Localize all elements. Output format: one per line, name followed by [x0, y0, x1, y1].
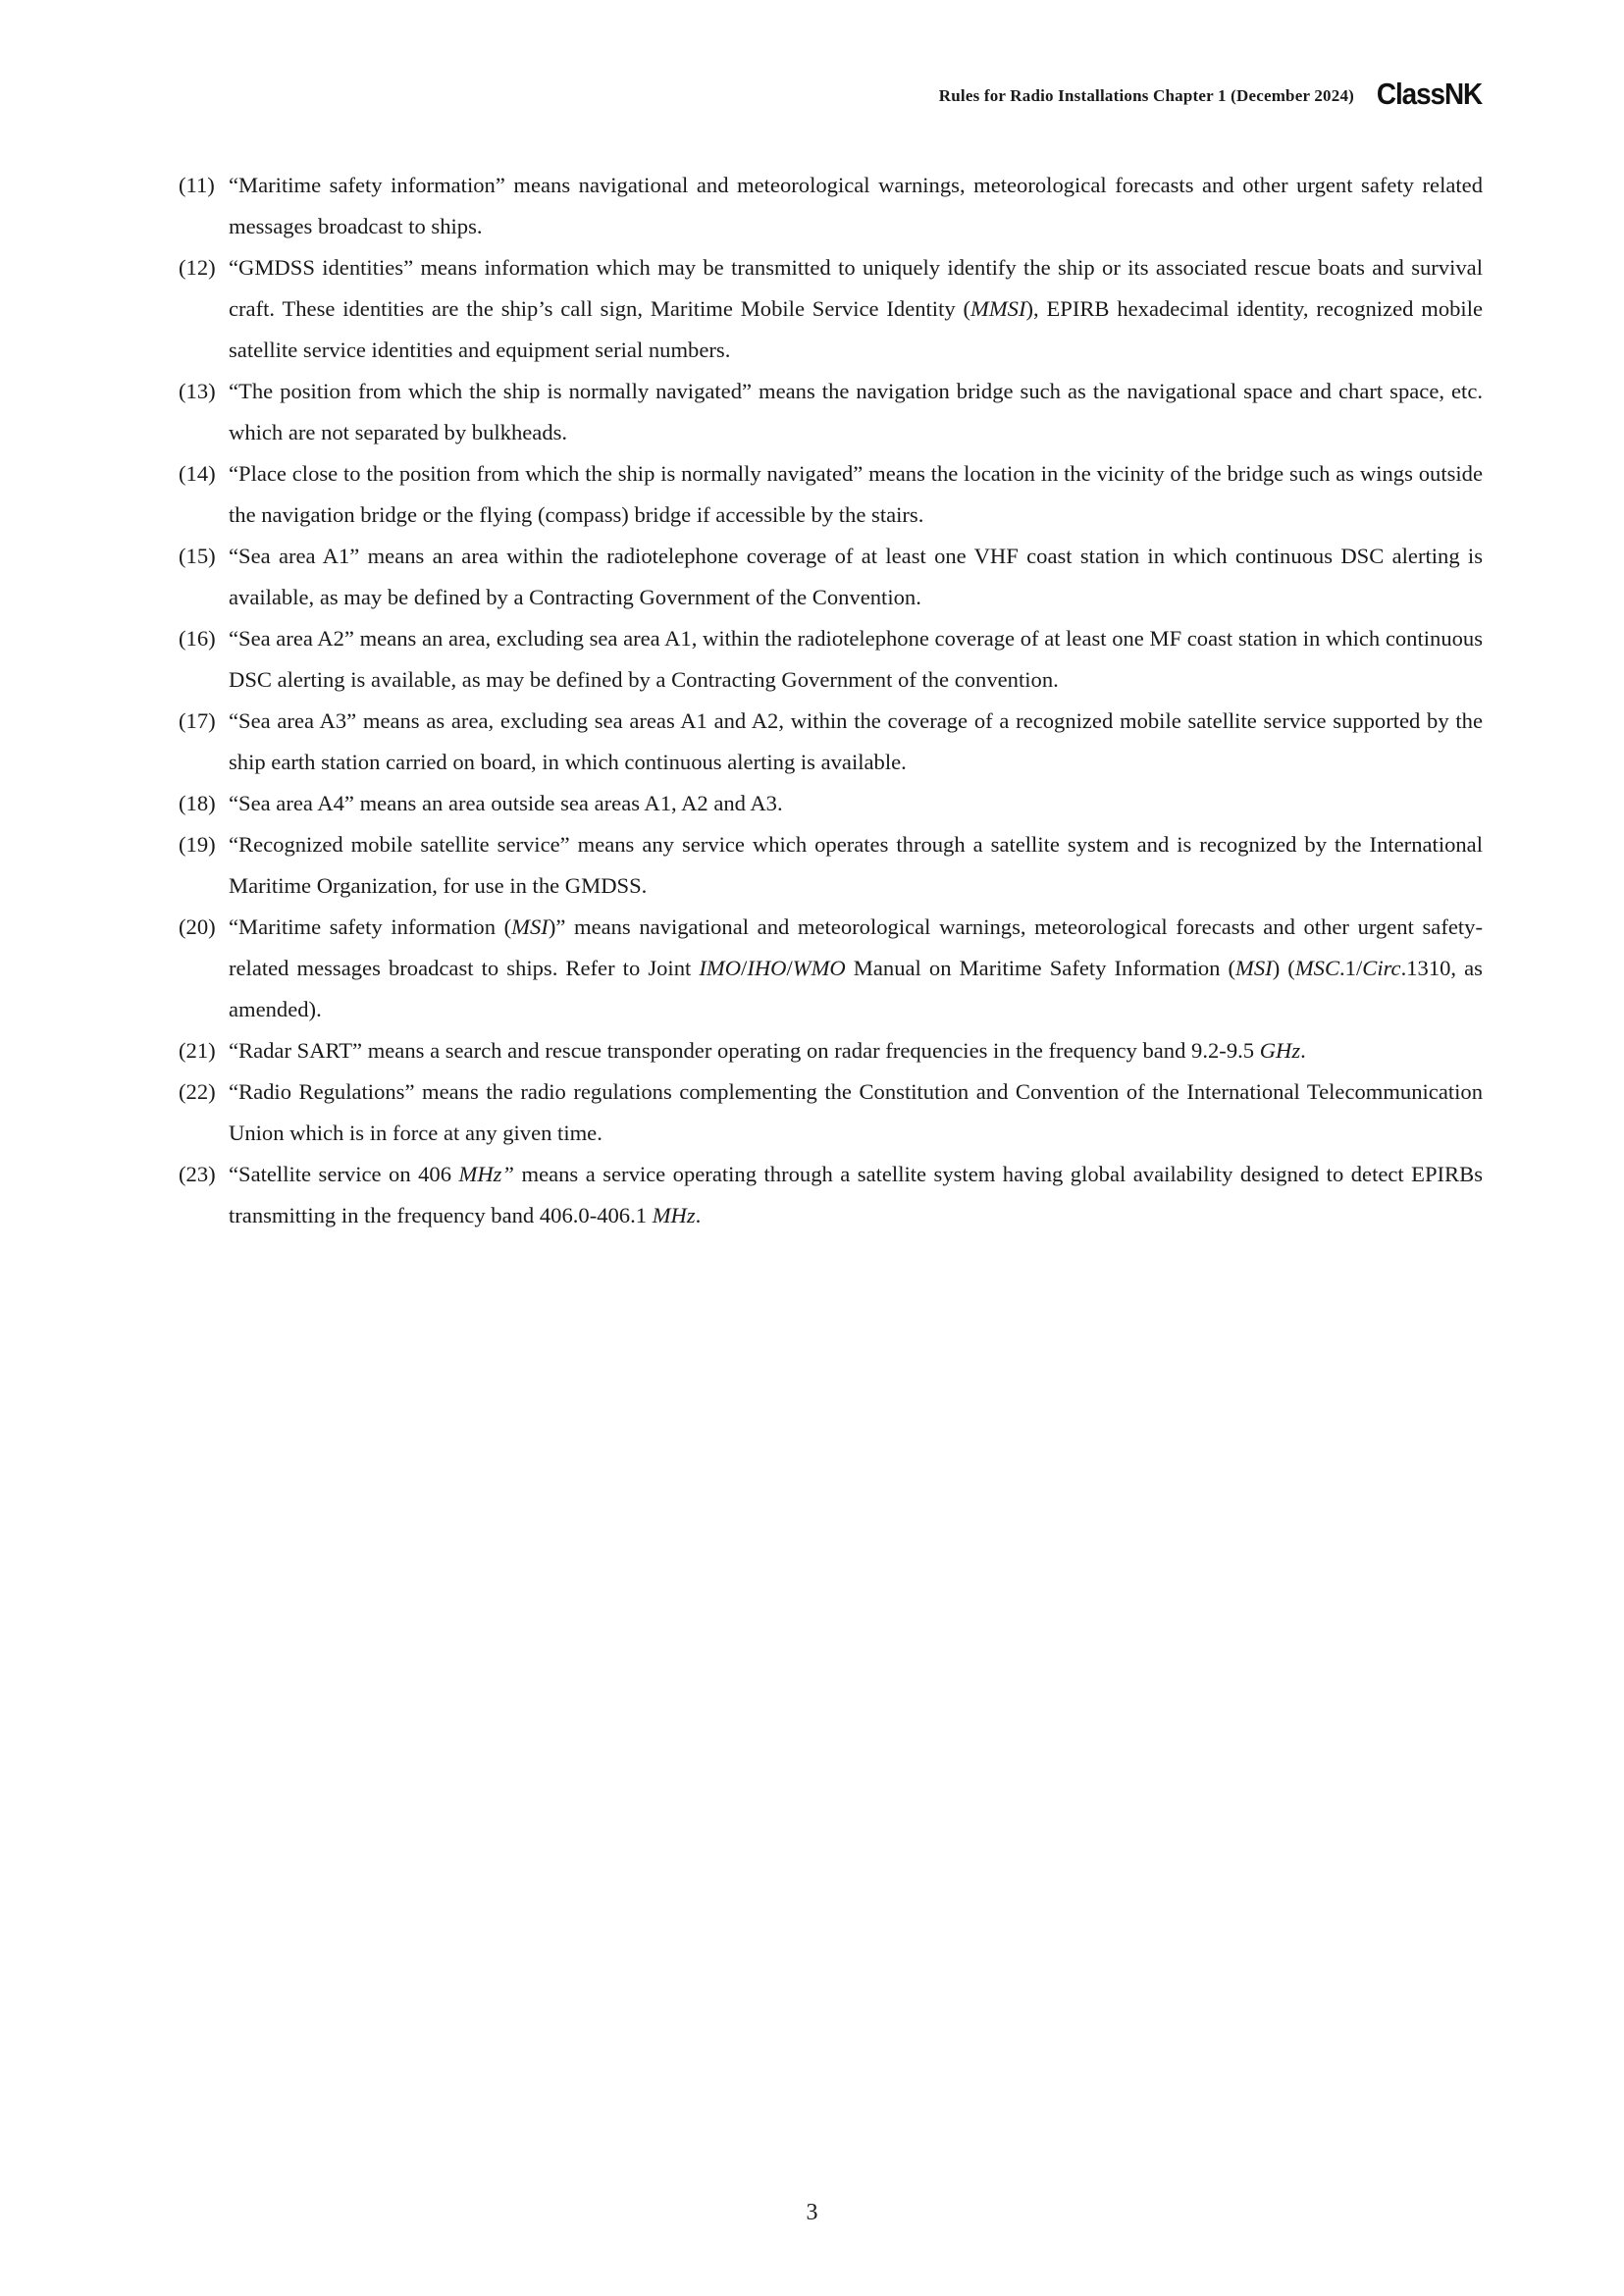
definition-italic-term: MMSI [970, 296, 1026, 321]
definition-item [180, 453, 1483, 536]
definition-number: (18) [179, 791, 216, 815]
definition-item [180, 618, 1483, 701]
definition-number: (11) [179, 173, 215, 197]
definition-text: “Maritime safety information ( [229, 914, 512, 939]
definition-text: means a service operating through a satellite system having global availability designed to detect EPIRBs transmitting in the frequency band 406.0-406.1 [229, 1162, 1483, 1227]
definition-text: . [695, 1203, 702, 1227]
definition-text: ), EPIRB hexadecimal identity, recognized mobile satellite service identities and equipment serial numbers. [229, 296, 1484, 362]
definition-item [180, 165, 1483, 247]
definition-italic-term: WMO [792, 956, 846, 980]
definition-item [180, 783, 1483, 824]
definition-item [180, 371, 1483, 453]
definition-text: “Sea area A3” means as area, excluding sea areas A1 and A2, within the coverage of a recognized mobile satellite service supported by the ship earth station carried on board, in which continuous alerting is available. [229, 708, 1483, 774]
definition-italic-term: Circ [1362, 956, 1401, 980]
definition-text: “Recognized mobile satellite service” means any service which operates through a satellite system and is recognized by the International Maritime Organization, for use in the GMDSS. [229, 832, 1483, 898]
definition-number: (16) [179, 626, 216, 651]
page-header [0, 77, 1482, 116]
definition-italic-term: MSI [1235, 956, 1273, 980]
definition-number: (17) [179, 708, 216, 733]
definition-number: (12) [179, 255, 216, 280]
definition-text: “Sea area A4” means an area outside sea areas A1, A2 and A3. [229, 791, 783, 815]
definition-text: ) ( [1272, 956, 1295, 980]
definition-number: (13) [179, 379, 216, 403]
definition-number: (23) [179, 1162, 216, 1186]
definition-text: “Radar SART” means a search and rescue transponder operating on radar frequencies in the frequency band 9.2-9.5 [229, 1038, 1260, 1063]
definition-text: Manual on Maritime Safety Information ( [845, 956, 1236, 980]
definition-number: (14) [179, 461, 216, 486]
definition-text: “The position from which the ship is normally navigated” means the navigation bridge such as the navigational space and chart space, etc. which are not separated by bulkheads. [229, 379, 1483, 444]
definition-text: . [1300, 1038, 1306, 1063]
definition-text: “GMDSS identities” means information which may be transmitted to uniquely identify the ship or its associated rescue boats and survival craft. These identities are the ship’s call sign, Maritime Mobile Service Identity ( [229, 255, 1483, 321]
definition-item [180, 1071, 1483, 1154]
definition-italic-term: GHz [1259, 1038, 1301, 1063]
definition-item [180, 1154, 1483, 1236]
definition-item [180, 536, 1483, 618]
definition-number: (19) [179, 832, 216, 857]
header-title: Rules for Radio Installations Chapter 1 (December 2024) [938, 86, 1354, 105]
definition-text: “Sea area A2” means an area, excluding sea area A1, within the radiotelephone coverage of at least one MF coast station in which continuous DSC alerting is available, as may be defined by a Contracting Government of the convention. [229, 626, 1483, 692]
definition-text: “Place close to the position from which the ship is normally navigated” means the location in the vicinity of the bridge such as wings outside the navigation bridge or the flying (compass) bridge if accessible by the stairs. [229, 461, 1483, 527]
definition-text: .1310, as amended). [229, 956, 1483, 1021]
definition-item [180, 247, 1483, 371]
definition-number: (22) [179, 1079, 216, 1104]
definition-text: / [741, 956, 748, 980]
definition-number: (21) [179, 1038, 216, 1063]
definitions-list [180, 165, 1483, 1236]
definition-italic-term: MSC [1294, 956, 1340, 980]
definition-italic-term: MHz” [458, 1162, 514, 1186]
definition-item [180, 907, 1483, 1030]
definition-text: “Radio Regulations” means the radio regulations complementing the Constitution and Convention of the International Telecommunication Union which is in force at any given time. [229, 1079, 1483, 1145]
definition-text: .1/ [1339, 956, 1363, 980]
definition-item [180, 1030, 1483, 1071]
definition-text: “Sea area A1” means an area within the radiotelephone coverage of at least one VHF coast station in which continuous DSC alerting is available, as may be defined by a Contracting Government of the Convention. [229, 544, 1483, 609]
definition-italic-term: MSI [511, 914, 549, 939]
definition-text: “Satellite service on 406 [229, 1162, 459, 1186]
definition-italic-term: MHz [652, 1203, 696, 1227]
definition-text: / [786, 956, 793, 980]
definition-italic-term: IHO [747, 956, 787, 980]
definition-number: (20) [179, 914, 216, 939]
definition-item [180, 701, 1483, 783]
page-number: 3 [806, 2200, 818, 2225]
definition-text: “Maritime safety information” means navigational and meteorological warnings, meteorological forecasts and other urgent safety related messages broadcast to ships. [229, 173, 1483, 238]
definition-item [180, 824, 1483, 907]
definition-text: )” means navigational and meteorological warnings, meteorological forecasts and other urgent safety-related messages broadcast to ships. Refer to Joint [229, 914, 1483, 980]
classnk-logo: ClassNK [1376, 77, 1482, 111]
definition-italic-term: IMO [699, 956, 742, 980]
definition-number: (15) [179, 544, 216, 568]
